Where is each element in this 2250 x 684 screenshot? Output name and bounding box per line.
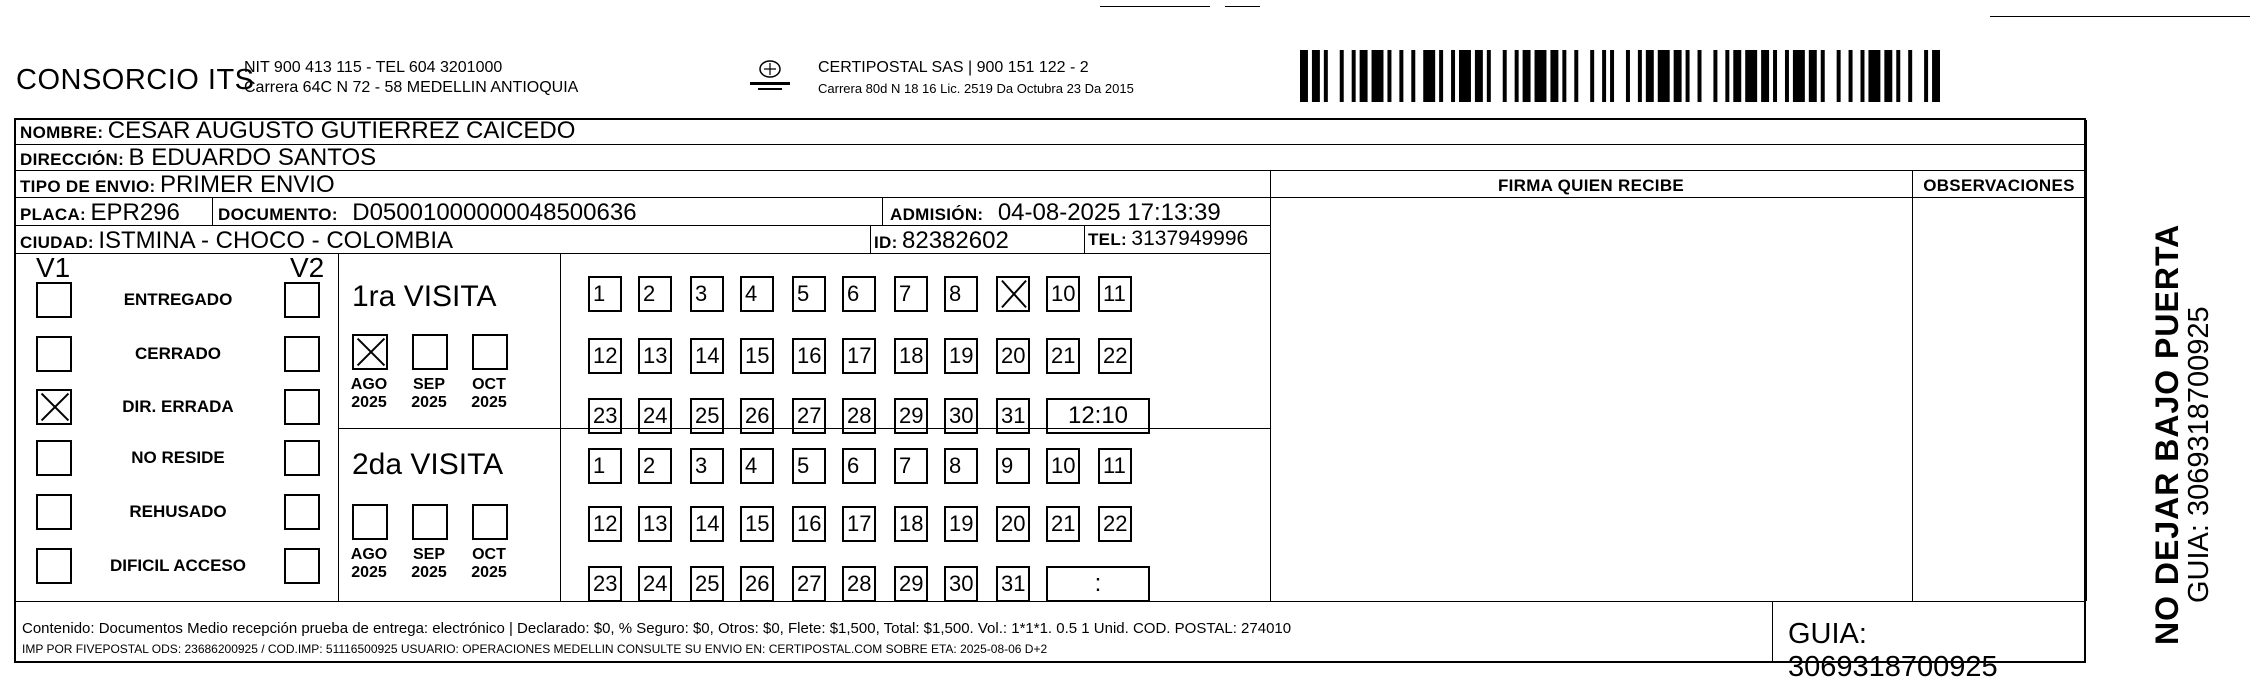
- v2-checkbox[interactable]: [284, 440, 320, 476]
- side-warning: NO DEJAR BAJO PUERTA: [2149, 223, 2185, 645]
- day-box[interactable]: 25: [690, 398, 724, 434]
- barcode-bar: [1638, 50, 1642, 102]
- certipostal-line2: Carrera 80d N 18 16 Lic. 2519 Da Octubra 23 Da 2015: [818, 81, 1134, 96]
- firma-header: FIRMA QUIEN RECIBE: [1497, 176, 1685, 195]
- visit1-title: 1ra VISITA: [352, 280, 497, 313]
- tipo-label: TIPO DE ENVIO:: [20, 177, 156, 196]
- day-box[interactable]: 31: [996, 398, 1030, 434]
- id-field: [874, 227, 1009, 255]
- documento-field: [218, 199, 637, 227]
- day-box[interactable]: 27: [792, 398, 826, 434]
- day-box[interactable]: 23: [588, 398, 622, 434]
- barcode-bar: [1300, 50, 1308, 102]
- barcode-bar: [1550, 50, 1558, 102]
- barcode-bar: [1785, 50, 1789, 102]
- barcode-bar: [1372, 50, 1384, 102]
- day-box[interactable]: 3: [690, 276, 724, 312]
- barcode-bar: [1868, 50, 1880, 102]
- v2-checkbox[interactable]: [284, 282, 320, 318]
- month-checkbox[interactable]: [352, 334, 388, 370]
- divider-left-right: [1270, 171, 1271, 601]
- direccion-label: DIRECCIÓN:: [20, 150, 125, 169]
- tel-label: TEL:: [1088, 230, 1127, 249]
- status-option-label: NO RESIDE: [131, 448, 225, 467]
- div-admision: [882, 198, 883, 226]
- address-line: Carrera 64C N 72 - 58 MEDELLIN ANTIOQUIA: [244, 79, 579, 96]
- day-box[interactable]: 8: [944, 448, 978, 484]
- month-checkbox[interactable]: [472, 334, 508, 370]
- nombre-label: NOMBRE:: [20, 123, 104, 142]
- tel-value: 3137949996: [1131, 227, 1249, 250]
- day-box[interactable]: 15: [740, 506, 774, 542]
- side-text: [2150, 224, 2214, 645]
- barcode-bar: [1646, 50, 1654, 102]
- tipo-value: PRIMER ENVIO: [159, 171, 335, 198]
- v2-checkbox[interactable]: [284, 336, 320, 372]
- month-checkbox[interactable]: [352, 504, 388, 540]
- day-box[interactable]: 19: [944, 338, 978, 374]
- ciudad-label: CIUDAD:: [20, 233, 94, 252]
- barcode-bar: [1686, 50, 1690, 102]
- barcode-bar: [1459, 50, 1471, 102]
- day-box[interactable]: 22: [1098, 338, 1132, 374]
- v1-checkbox[interactable]: [36, 282, 72, 318]
- barcode-bar: [1821, 50, 1825, 102]
- v1-checkbox[interactable]: [36, 494, 72, 530]
- barcode-bar: [1411, 50, 1415, 102]
- barcode-bar: [1896, 50, 1900, 102]
- day-box[interactable]: 4: [740, 448, 774, 484]
- barcode-bar: [1793, 50, 1805, 102]
- day-box[interactable]: 16: [792, 506, 826, 542]
- barcode-bar: [1423, 50, 1435, 102]
- id-label: ID:: [874, 233, 898, 252]
- day-box[interactable]: 30: [944, 566, 978, 602]
- time-box[interactable]: 12:10: [1046, 398, 1150, 434]
- div-placa: [212, 198, 213, 226]
- observaciones-header: OBSERVACIONES: [1923, 176, 2075, 195]
- day-box[interactable]: 7: [894, 448, 928, 484]
- barcode-bar: [1451, 50, 1455, 102]
- ciudad-value: ISTMINA - CHOCO - COLOMBIA: [98, 227, 454, 254]
- status-option-label: CERRADO: [135, 344, 221, 363]
- company-name: CONSORCIO ITS: [16, 64, 255, 96]
- barcode-bar: [1626, 50, 1630, 102]
- day-box[interactable]: 11: [1098, 276, 1132, 312]
- day-box[interactable]: 23: [588, 566, 622, 602]
- day-box[interactable]: 17: [842, 506, 876, 542]
- day-box[interactable]: 12: [588, 338, 622, 374]
- certipostal-line1: CERTIPOSTAL SAS | 900 151 122 - 2: [818, 59, 1089, 76]
- day-box[interactable]: 10: [1046, 276, 1080, 312]
- div-id: [870, 226, 871, 254]
- v1-checkbox[interactable]: [36, 548, 72, 584]
- day-box[interactable]: 20: [996, 506, 1030, 542]
- status-option-label: ENTREGADO: [123, 290, 233, 309]
- div-tel: [1084, 226, 1085, 254]
- barcode-bar: [1924, 50, 1928, 102]
- day-box[interactable]: 25: [690, 566, 724, 602]
- time-box[interactable]: :: [1046, 566, 1150, 602]
- day-box[interactable]: 1: [588, 276, 622, 312]
- v2-checkbox[interactable]: [284, 494, 320, 530]
- day-box[interactable]: 15: [740, 338, 774, 374]
- day-box[interactable]: 22: [1098, 506, 1132, 542]
- day-box[interactable]: 26: [740, 398, 774, 434]
- side-guia: GUIA: 3069318700925: [2183, 306, 2215, 603]
- nombre-value: CESAR AUGUSTO GUTIERREZ CAICEDO: [107, 117, 576, 144]
- day-box[interactable]: 31: [996, 566, 1030, 602]
- nombre-field: [20, 117, 575, 145]
- day-box[interactable]: 18: [894, 506, 928, 542]
- v2-label: V2: [290, 252, 325, 283]
- day-box[interactable]: 11: [1098, 448, 1132, 484]
- barcode-bar: [1503, 50, 1507, 102]
- day-box[interactable]: 28: [842, 398, 876, 434]
- right-edge-top: [1990, 16, 2250, 17]
- v2-checkbox[interactable]: [284, 389, 320, 425]
- v1-label: V1: [36, 252, 71, 283]
- placa-field: [20, 199, 180, 227]
- barcode: [1300, 50, 1940, 102]
- barcode-bar: [1439, 50, 1443, 102]
- status-option-label: DIFICIL ACCESO: [109, 556, 246, 575]
- direccion-field: [20, 144, 376, 172]
- day-box[interactable]: 6: [842, 276, 876, 312]
- month-label: OCT: [472, 376, 506, 393]
- year-label: 2025: [411, 394, 447, 411]
- barcode-bar: [1535, 50, 1547, 102]
- barcode-bar: [1658, 50, 1670, 102]
- day-box[interactable]: 29: [894, 398, 928, 434]
- day-box[interactable]: 13: [638, 506, 672, 542]
- documento-label: DOCUMENTO:: [218, 205, 338, 224]
- day-box[interactable]: 19: [944, 506, 978, 542]
- barcode-bar: [1725, 50, 1729, 102]
- top-rule-short: [1225, 6, 1260, 7]
- day-box[interactable]: 12: [588, 506, 622, 542]
- ciudad-field: [20, 227, 453, 255]
- day-box[interactable]: 9: [996, 448, 1030, 484]
- day-box[interactable]: 16: [792, 338, 826, 374]
- status-option-label: DIR. ERRADA: [122, 397, 234, 416]
- placa-value: EPR296: [90, 199, 180, 226]
- day-box[interactable]: 24: [638, 398, 672, 434]
- barcode-bar: [1312, 50, 1320, 102]
- status-option-label: REHUSADO: [129, 502, 227, 521]
- visit2-title: 2da VISITA: [352, 448, 504, 481]
- nit-line: NIT 900 413 115 - TEL 604 3201000: [244, 59, 503, 76]
- day-box[interactable]: 13: [638, 338, 672, 374]
- barcode-bar: [1515, 50, 1519, 102]
- day-box[interactable]: 17: [842, 338, 876, 374]
- barcode-bar: [1324, 50, 1328, 102]
- guia-footer: GUIA: 3069318700925: [1788, 618, 1998, 683]
- day-box[interactable]: 27: [792, 566, 826, 602]
- id-value: 82382602: [902, 227, 1009, 254]
- day-box[interactable]: 2: [638, 448, 672, 484]
- barcode-bar: [1837, 50, 1841, 102]
- day-box[interactable]: 26: [740, 566, 774, 602]
- day-box[interactable]: 14: [690, 506, 724, 542]
- day-box[interactable]: 5: [792, 448, 826, 484]
- admision-value: 04-08-2025 17:13:39: [997, 199, 1221, 226]
- year-label: 2025: [351, 394, 387, 411]
- barcode-bar: [1849, 50, 1853, 102]
- day-box[interactable]: 21: [1046, 338, 1080, 374]
- barcode-bar: [1932, 50, 1940, 102]
- day-box[interactable]: 7: [894, 276, 928, 312]
- divider-observ: [1912, 171, 1913, 601]
- barcode-bar: [1761, 50, 1769, 102]
- barcode-bar: [1674, 50, 1682, 102]
- day-box[interactable]: 2: [638, 276, 672, 312]
- barcode-bar: [1574, 50, 1578, 102]
- barcode-bar: [1352, 50, 1356, 102]
- day-box[interactable]: 18: [894, 338, 928, 374]
- month-label: SEP: [412, 546, 445, 563]
- day-box[interactable]: 28: [842, 566, 876, 602]
- barcode-bar: [1809, 50, 1817, 102]
- year-label: 2025: [411, 564, 447, 581]
- day-box[interactable]: 21: [1046, 506, 1080, 542]
- barcode-bar: [1610, 50, 1614, 102]
- month-checkbox[interactable]: [412, 504, 448, 540]
- year-label: 2025: [471, 564, 507, 581]
- day-box[interactable]: 30: [944, 398, 978, 434]
- direccion-value: B EDUARDO SANTOS: [128, 144, 377, 171]
- month-checkbox[interactable]: [412, 334, 448, 370]
- delivery-form: [14, 117, 2086, 683]
- month-label: SEP: [412, 376, 445, 393]
- contenido-text: Contenido: Documentos Medio recepción prueba de entrega: electrónico | Declarado: $0, % Seguro: $0, Otros: $0, Flete: $1,500, Total: $1,500. Vol.: 1*1*1. 0.5 1 Unid. COD. POSTAL: 274010: [22, 620, 1292, 637]
- barcode-bar: [1475, 50, 1483, 102]
- day-box[interactable]: 29: [894, 566, 928, 602]
- barcode-bar: [1590, 50, 1594, 102]
- imp-text: IMP POR FIVEPOSTAL ODS: 23686200925 / COD.IMP: 51116500925 USUARIO: OPERACIONES MEDELLIN CONSULTE SU ENVIO EN: CERTIPOSTAL.COM SOBRE ETA: 2025-08-06 D+2: [22, 642, 1048, 656]
- barcode-bar: [1340, 50, 1344, 102]
- v1-checkbox[interactable]: [36, 336, 72, 372]
- divider-side: [2086, 120, 2087, 601]
- month-label: AGO: [350, 546, 388, 563]
- placa-label: PLACA:: [20, 205, 87, 224]
- day-box[interactable]: 8: [944, 276, 978, 312]
- barcode-bar: [1908, 50, 1912, 102]
- month-label: AGO: [350, 376, 388, 393]
- barcode-bar: [1745, 50, 1757, 102]
- documento-value: D05001000000048500636: [352, 199, 637, 226]
- day-box[interactable]: [996, 276, 1030, 312]
- barcode-bar: [1698, 50, 1702, 102]
- barcode-bar: [1733, 50, 1741, 102]
- day-box[interactable]: 20: [996, 338, 1030, 374]
- year-label: 2025: [471, 394, 507, 411]
- barcode-bar: [1861, 50, 1865, 102]
- day-box[interactable]: 24: [638, 566, 672, 602]
- footer-rule: [16, 601, 2086, 602]
- day-box[interactable]: 5: [792, 276, 826, 312]
- certipostal-logo: [740, 58, 800, 96]
- barcode-bar: [1562, 50, 1566, 102]
- day-box[interactable]: 1: [588, 448, 622, 484]
- top-rule: [1100, 6, 1210, 7]
- month-checkbox[interactable]: [472, 504, 508, 540]
- admision-label: ADMISIÓN:: [890, 205, 984, 224]
- barcode-bar: [1487, 50, 1491, 102]
- admision-field: [890, 199, 1221, 227]
- barcode-bar: [1387, 50, 1391, 102]
- barcode-bar: [1399, 50, 1403, 102]
- barcode-bar: [1713, 50, 1717, 102]
- day-box[interactable]: 14: [690, 338, 724, 374]
- v1-checkbox[interactable]: [36, 440, 72, 476]
- day-box[interactable]: 4: [740, 276, 774, 312]
- div-guia: [1772, 601, 1773, 663]
- month-label: OCT: [472, 546, 506, 563]
- barcode-bar: [1884, 50, 1892, 102]
- barcode-bar: [1360, 50, 1368, 102]
- day-box[interactable]: 10: [1046, 448, 1080, 484]
- barcode-bar: [1602, 50, 1606, 102]
- v1-checkbox[interactable]: [36, 389, 72, 425]
- barcode-bar: [1773, 50, 1777, 102]
- header-underline: [1270, 197, 2086, 198]
- barcode-bar: [1523, 50, 1531, 102]
- day-box[interactable]: 3: [690, 448, 724, 484]
- v2-checkbox[interactable]: [284, 548, 320, 584]
- day-box[interactable]: 6: [842, 448, 876, 484]
- year-label: 2025: [351, 564, 387, 581]
- tel-field: [1088, 227, 1248, 251]
- tipo-field: [20, 171, 335, 199]
